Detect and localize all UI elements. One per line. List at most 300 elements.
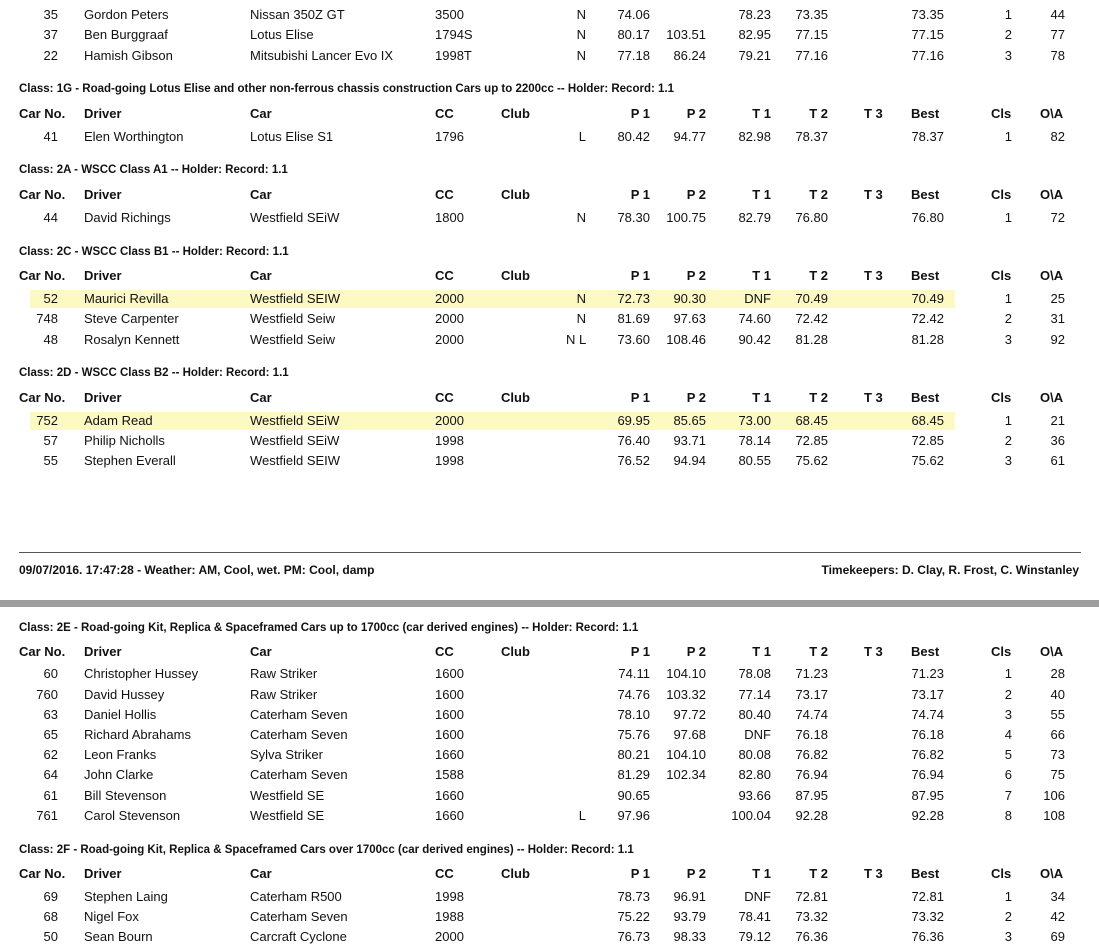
cell-cc: 1600 bbox=[435, 687, 464, 702]
header-t2: T 2 bbox=[809, 866, 828, 881]
cell-driver: Rosalyn Kennett bbox=[84, 332, 180, 347]
cell-best: 72.85 bbox=[911, 433, 944, 448]
header-car: Car bbox=[250, 390, 272, 405]
table-row bbox=[0, 127, 1099, 147]
cell-oa: 72 bbox=[1050, 210, 1065, 225]
header-p2: P 2 bbox=[686, 866, 706, 881]
cell-no: 52 bbox=[43, 291, 58, 306]
table-row bbox=[0, 5, 1099, 25]
cell-p2: 104.10 bbox=[666, 747, 706, 762]
cell-cc: 2000 bbox=[435, 929, 464, 944]
header-driver: Driver bbox=[84, 866, 122, 881]
cell-club: N bbox=[576, 311, 586, 326]
cell-t2: 92.28 bbox=[795, 808, 828, 823]
cell-p1: 78.30 bbox=[617, 210, 650, 225]
table-row bbox=[0, 927, 1099, 947]
class-title: Class: 2A - WSCC Class A1 -- Holder: Record: 1.1 bbox=[19, 164, 288, 176]
header-club: Club bbox=[501, 187, 530, 202]
cell-p2: 93.71 bbox=[673, 433, 706, 448]
cell-oa: 36 bbox=[1050, 433, 1065, 448]
cell-t1: 77.14 bbox=[738, 687, 771, 702]
cell-cc: 1998T bbox=[435, 48, 472, 63]
header-t2: T 2 bbox=[809, 187, 828, 202]
cell-car: Caterham R500 bbox=[250, 889, 342, 904]
cell-best: 72.42 bbox=[911, 311, 944, 326]
cell-best: 77.15 bbox=[911, 27, 944, 42]
cell-oa: 34 bbox=[1050, 889, 1065, 904]
table-row bbox=[0, 411, 1099, 431]
header-cls: Cls bbox=[991, 866, 1012, 881]
cell-oa: 61 bbox=[1050, 453, 1065, 468]
cell-p1: 97.96 bbox=[617, 808, 650, 823]
cell-t2: 72.81 bbox=[795, 889, 828, 904]
cell-oa: 92 bbox=[1050, 332, 1065, 347]
class-title: Class: 2C - WSCC Class B1 -- Holder: Record: 1.1 bbox=[19, 246, 289, 258]
header-club: Club bbox=[501, 866, 530, 881]
cell-best: 76.80 bbox=[911, 210, 944, 225]
cell-cc: 1588 bbox=[435, 767, 464, 782]
cell-t2: 87.95 bbox=[795, 788, 828, 803]
cell-oa: 28 bbox=[1050, 666, 1065, 681]
cell-oa: 40 bbox=[1050, 687, 1065, 702]
cell-driver: Hamish Gibson bbox=[84, 48, 173, 63]
cell-p2: 94.94 bbox=[673, 453, 706, 468]
header-p1: P 1 bbox=[630, 390, 650, 405]
cell-no: 69 bbox=[43, 889, 58, 904]
cell-driver: Bill Stevenson bbox=[84, 788, 167, 803]
cell-p2: 104.10 bbox=[666, 666, 706, 681]
cell-car: Sylva Striker bbox=[250, 747, 323, 762]
cell-t1: 82.95 bbox=[738, 27, 771, 42]
header-no: Car No. bbox=[19, 644, 66, 659]
column-header-row bbox=[0, 104, 1099, 124]
table-row bbox=[0, 786, 1099, 806]
cell-t2: 81.28 bbox=[795, 332, 828, 347]
header-cc: CC bbox=[435, 187, 454, 202]
cell-cc: 2000 bbox=[435, 311, 464, 326]
header-t3: T 3 bbox=[864, 187, 883, 202]
table-row bbox=[0, 309, 1099, 329]
table-row bbox=[0, 907, 1099, 927]
cell-cc: 2000 bbox=[435, 332, 464, 347]
cell-p1: 90.65 bbox=[617, 788, 650, 803]
cell-p1: 80.17 bbox=[617, 27, 650, 42]
cell-t1: 78.41 bbox=[738, 909, 771, 924]
cell-oa: 82 bbox=[1050, 129, 1065, 144]
cell-driver: Philip Nicholls bbox=[84, 433, 165, 448]
cell-cls: 8 bbox=[1004, 808, 1012, 823]
cell-oa: 106 bbox=[1043, 788, 1065, 803]
cell-cls: 1 bbox=[1004, 210, 1012, 225]
cell-oa: 31 bbox=[1050, 311, 1065, 326]
cell-club: N bbox=[576, 7, 586, 22]
cell-club: L bbox=[578, 808, 586, 823]
footer-rule bbox=[19, 552, 1081, 553]
cell-t1: 79.12 bbox=[738, 929, 771, 944]
cell-t1: 80.55 bbox=[738, 453, 771, 468]
header-p2: P 2 bbox=[686, 390, 706, 405]
cell-p1: 80.21 bbox=[617, 747, 650, 762]
cell-car: Nissan 350Z GT bbox=[250, 7, 345, 22]
header-cc: CC bbox=[435, 390, 454, 405]
cell-car: Westfield SE bbox=[250, 808, 325, 823]
header-no: Car No. bbox=[19, 390, 66, 405]
cell-oa: 21 bbox=[1050, 413, 1065, 428]
cell-driver: Carol Stevenson bbox=[84, 808, 181, 823]
cell-no: 62 bbox=[43, 747, 58, 762]
cell-no: 65 bbox=[43, 727, 58, 742]
cell-p1: 81.29 bbox=[617, 767, 650, 782]
cell-driver: Christopher Hussey bbox=[84, 666, 199, 681]
cell-car: Westfield SEiW bbox=[250, 210, 340, 225]
cell-p1: 74.06 bbox=[617, 7, 650, 22]
cell-best: 73.32 bbox=[911, 909, 944, 924]
cell-no: 748 bbox=[36, 311, 58, 326]
cell-car: Westfield Seiw bbox=[250, 311, 336, 326]
cell-club: N L bbox=[566, 332, 587, 347]
header-t3: T 3 bbox=[864, 106, 883, 121]
header-best: Best bbox=[911, 106, 940, 121]
cell-oa: 42 bbox=[1050, 909, 1065, 924]
cell-driver: Ben Burggraaf bbox=[84, 27, 168, 42]
cell-driver: Richard Abrahams bbox=[84, 727, 191, 742]
header-t2: T 2 bbox=[809, 268, 828, 283]
header-club: Club bbox=[501, 390, 530, 405]
cell-t2: 75.62 bbox=[795, 453, 828, 468]
cell-no: 50 bbox=[43, 929, 58, 944]
cell-no: 57 bbox=[43, 433, 58, 448]
cell-best: 81.28 bbox=[911, 332, 944, 347]
cell-p1: 81.69 bbox=[617, 311, 650, 326]
cell-cls: 7 bbox=[1004, 788, 1012, 803]
cell-t1: 80.40 bbox=[738, 707, 771, 722]
column-header-row bbox=[0, 388, 1099, 408]
cell-p1: 73.60 bbox=[617, 332, 650, 347]
cell-car: Westfield SEIW bbox=[250, 291, 341, 306]
cell-driver: Stephen Laing bbox=[84, 889, 168, 904]
table-row bbox=[0, 664, 1099, 684]
cell-p2: 96.91 bbox=[673, 889, 706, 904]
page-separator bbox=[0, 600, 1099, 607]
cell-oa: 78 bbox=[1050, 48, 1065, 63]
cell-car: Raw Striker bbox=[250, 666, 318, 681]
cell-car: Raw Striker bbox=[250, 687, 318, 702]
cell-best: 76.18 bbox=[911, 727, 944, 742]
footer-timekeepers: Timekeepers: D. Clay, R. Frost, C. Winstanley bbox=[821, 563, 1079, 577]
table-row bbox=[0, 685, 1099, 705]
cell-t1: 74.60 bbox=[738, 311, 771, 326]
table-row bbox=[0, 25, 1099, 45]
cell-t2: 76.36 bbox=[795, 929, 828, 944]
header-cls: Cls bbox=[991, 106, 1012, 121]
cell-best: 76.82 bbox=[911, 747, 944, 762]
header-best: Best bbox=[911, 866, 940, 881]
footer-timestamp-weather: 09/07/2016. 17:47:28 - Weather: AM, Cool, wet. PM: Cool, damp bbox=[19, 563, 375, 577]
header-t1: T 1 bbox=[752, 106, 771, 121]
cell-cls: 2 bbox=[1004, 433, 1012, 448]
cell-t1: DNF bbox=[744, 727, 771, 742]
header-t1: T 1 bbox=[752, 187, 771, 202]
column-header-row bbox=[0, 642, 1099, 662]
cell-cls: 2 bbox=[1004, 311, 1012, 326]
cell-car: Westfield SEiW bbox=[250, 413, 340, 428]
class-title: Class: 2D - WSCC Class B2 -- Holder: Record: 1.1 bbox=[19, 367, 289, 379]
header-oa: O\A bbox=[1040, 268, 1064, 283]
cell-t2: 68.45 bbox=[795, 413, 828, 428]
header-car: Car bbox=[250, 644, 272, 659]
cell-no: 55 bbox=[43, 453, 58, 468]
table-row bbox=[0, 887, 1099, 907]
cell-t1: 82.80 bbox=[738, 767, 771, 782]
cell-club: N bbox=[576, 27, 586, 42]
cell-driver: Daniel Hollis bbox=[84, 707, 157, 722]
cell-p1: 75.22 bbox=[617, 909, 650, 924]
header-driver: Driver bbox=[84, 390, 122, 405]
cell-no: 44 bbox=[43, 210, 58, 225]
cell-cls: 3 bbox=[1004, 332, 1012, 347]
cell-driver: Elen Worthington bbox=[84, 129, 184, 144]
cell-cls: 1 bbox=[1004, 413, 1012, 428]
cell-t1: 79.21 bbox=[738, 48, 771, 63]
cell-best: 74.74 bbox=[911, 707, 944, 722]
cell-car: Mitsubishi Lancer Evo IX bbox=[250, 48, 394, 63]
header-cls: Cls bbox=[991, 390, 1012, 405]
cell-no: 37 bbox=[43, 27, 58, 42]
cell-no: 22 bbox=[43, 48, 58, 63]
cell-t2: 78.37 bbox=[795, 129, 828, 144]
header-cc: CC bbox=[435, 106, 454, 121]
cell-cls: 1 bbox=[1004, 7, 1012, 22]
table-row bbox=[0, 451, 1099, 471]
cell-p2: 85.65 bbox=[673, 413, 706, 428]
header-t3: T 3 bbox=[864, 268, 883, 283]
cell-cc: 2000 bbox=[435, 291, 464, 306]
header-club: Club bbox=[501, 644, 530, 659]
cell-cc: 1600 bbox=[435, 666, 464, 681]
cell-cls: 4 bbox=[1004, 727, 1012, 742]
cell-p2: 108.46 bbox=[666, 332, 706, 347]
cell-oa: 77 bbox=[1050, 27, 1065, 42]
cell-cls: 3 bbox=[1004, 48, 1012, 63]
header-t2: T 2 bbox=[809, 644, 828, 659]
header-t3: T 3 bbox=[864, 644, 883, 659]
cell-oa: 44 bbox=[1050, 7, 1065, 22]
cell-no: 68 bbox=[43, 909, 58, 924]
cell-car: Westfield SEIW bbox=[250, 453, 341, 468]
cell-best: 71.23 bbox=[911, 666, 944, 681]
cell-car: Westfield SEiW bbox=[250, 433, 340, 448]
cell-t2: 73.32 bbox=[795, 909, 828, 924]
cell-best: 73.35 bbox=[911, 7, 944, 22]
cell-cls: 1 bbox=[1004, 291, 1012, 306]
header-p1: P 1 bbox=[630, 866, 650, 881]
header-cls: Cls bbox=[991, 644, 1012, 659]
cell-driver: David Richings bbox=[84, 210, 171, 225]
cell-best: 92.28 bbox=[911, 808, 944, 823]
header-t3: T 3 bbox=[864, 390, 883, 405]
cell-cc: 1800 bbox=[435, 210, 464, 225]
cell-oa: 55 bbox=[1050, 707, 1065, 722]
header-cc: CC bbox=[435, 644, 454, 659]
header-p1: P 1 bbox=[630, 187, 650, 202]
cell-cc: 1796 bbox=[435, 129, 464, 144]
table-row bbox=[0, 431, 1099, 451]
cell-cc: 1660 bbox=[435, 808, 464, 823]
cell-p1: 80.42 bbox=[617, 129, 650, 144]
header-oa: O\A bbox=[1040, 644, 1064, 659]
header-oa: O\A bbox=[1040, 390, 1064, 405]
header-cc: CC bbox=[435, 866, 454, 881]
header-p2: P 2 bbox=[686, 268, 706, 283]
cell-cls: 3 bbox=[1004, 929, 1012, 944]
cell-p1: 72.73 bbox=[617, 291, 650, 306]
cell-driver: Sean Bourn bbox=[84, 929, 153, 944]
cell-cc: 1998 bbox=[435, 453, 464, 468]
cell-car: Caterham Seven bbox=[250, 767, 348, 782]
cell-cls: 1 bbox=[1004, 889, 1012, 904]
cell-oa: 108 bbox=[1043, 808, 1065, 823]
cell-p2: 100.75 bbox=[666, 210, 706, 225]
cell-t1: DNF bbox=[744, 889, 771, 904]
cell-car: Westfield SE bbox=[250, 788, 325, 803]
cell-cc: 1794S bbox=[435, 27, 473, 42]
header-best: Best bbox=[911, 268, 940, 283]
column-header-row bbox=[0, 266, 1099, 286]
cell-p2: 103.51 bbox=[666, 27, 706, 42]
cell-t2: 76.18 bbox=[795, 727, 828, 742]
cell-best: 70.49 bbox=[911, 291, 944, 306]
cell-t1: 100.04 bbox=[731, 808, 771, 823]
header-p2: P 2 bbox=[686, 644, 706, 659]
header-car: Car bbox=[250, 866, 272, 881]
cell-cc: 2000 bbox=[435, 413, 464, 428]
cell-no: 64 bbox=[43, 767, 58, 782]
cell-club: N bbox=[576, 48, 586, 63]
header-t1: T 1 bbox=[752, 866, 771, 881]
table-row bbox=[0, 745, 1099, 765]
cell-t2: 77.16 bbox=[795, 48, 828, 63]
cell-oa: 69 bbox=[1050, 929, 1065, 944]
cell-cls: 2 bbox=[1004, 687, 1012, 702]
header-oa: O\A bbox=[1040, 187, 1064, 202]
cell-cls: 2 bbox=[1004, 27, 1012, 42]
cell-p2: 102.34 bbox=[666, 767, 706, 782]
cell-car: Westfield Seiw bbox=[250, 332, 336, 347]
cell-p2: 97.72 bbox=[673, 707, 706, 722]
header-t3: T 3 bbox=[864, 866, 883, 881]
table-row bbox=[0, 330, 1099, 350]
cell-car: Lotus Elise bbox=[250, 27, 314, 42]
cell-no: 48 bbox=[43, 332, 58, 347]
table-row bbox=[0, 208, 1099, 228]
cell-p1: 75.76 bbox=[617, 727, 650, 742]
header-p1: P 1 bbox=[630, 268, 650, 283]
header-driver: Driver bbox=[84, 106, 122, 121]
cell-t2: 72.85 bbox=[795, 433, 828, 448]
cell-cc: 1988 bbox=[435, 909, 464, 924]
header-no: Car No. bbox=[19, 106, 66, 121]
cell-no: 760 bbox=[36, 687, 58, 702]
cell-driver: Maurici Revilla bbox=[84, 291, 169, 306]
header-t1: T 1 bbox=[752, 390, 771, 405]
cell-cls: 3 bbox=[1004, 707, 1012, 722]
header-p2: P 2 bbox=[686, 187, 706, 202]
cell-p2: 93.79 bbox=[673, 909, 706, 924]
cell-no: 35 bbox=[43, 7, 58, 22]
cell-driver: Nigel Fox bbox=[84, 909, 139, 924]
cell-driver: David Hussey bbox=[84, 687, 165, 702]
cell-p1: 69.95 bbox=[617, 413, 650, 428]
cell-t2: 71.23 bbox=[795, 666, 828, 681]
header-no: Car No. bbox=[19, 187, 66, 202]
cell-p2: 98.33 bbox=[673, 929, 706, 944]
header-t2: T 2 bbox=[809, 106, 828, 121]
cell-no: 41 bbox=[43, 129, 58, 144]
cell-cc: 1998 bbox=[435, 433, 464, 448]
cell-cls: 1 bbox=[1004, 666, 1012, 681]
cell-t1: 73.00 bbox=[738, 413, 771, 428]
table-row bbox=[0, 806, 1099, 826]
cell-cls: 1 bbox=[1004, 129, 1012, 144]
cell-t1: 78.23 bbox=[738, 7, 771, 22]
cell-cc: 1660 bbox=[435, 788, 464, 803]
cell-cc: 1600 bbox=[435, 707, 464, 722]
cell-t2: 73.17 bbox=[795, 687, 828, 702]
table-row bbox=[0, 46, 1099, 66]
cell-p1: 78.10 bbox=[617, 707, 650, 722]
cell-cls: 5 bbox=[1004, 747, 1012, 762]
header-oa: O\A bbox=[1040, 106, 1064, 121]
cell-p1: 74.11 bbox=[618, 666, 650, 681]
cell-p1: 76.52 bbox=[617, 453, 650, 468]
cell-best: 87.95 bbox=[911, 788, 944, 803]
table-row bbox=[0, 725, 1099, 745]
header-no: Car No. bbox=[19, 866, 66, 881]
header-p1: P 1 bbox=[630, 106, 650, 121]
header-club: Club bbox=[501, 268, 530, 283]
cell-p1: 76.73 bbox=[617, 929, 650, 944]
class-title: Class: 2E - Road-going Kit, Replica & Spaceframed Cars up to 1700cc (car derived engines) -- Holder: Record: 1.1 bbox=[19, 622, 639, 634]
cell-oa: 25 bbox=[1050, 291, 1065, 306]
cell-cc: 1998 bbox=[435, 889, 464, 904]
cell-t2: 72.42 bbox=[795, 311, 828, 326]
cell-p2: 97.68 bbox=[673, 727, 706, 742]
cell-p2: 86.24 bbox=[673, 48, 706, 63]
cell-cc: 1660 bbox=[435, 747, 464, 762]
cell-t1: 78.08 bbox=[738, 666, 771, 681]
cell-p2: 103.32 bbox=[666, 687, 706, 702]
cell-car: Caterham Seven bbox=[250, 707, 348, 722]
cell-best: 73.17 bbox=[911, 687, 944, 702]
cell-no: 60 bbox=[43, 666, 58, 681]
cell-club: L bbox=[578, 129, 586, 144]
cell-t2: 76.94 bbox=[795, 767, 828, 782]
header-car: Car bbox=[250, 268, 272, 283]
cell-best: 68.45 bbox=[911, 413, 944, 428]
cell-no: 61 bbox=[43, 788, 58, 803]
header-cls: Cls bbox=[991, 187, 1012, 202]
header-club: Club bbox=[501, 106, 530, 121]
cell-club: N bbox=[576, 210, 586, 225]
cell-no: 761 bbox=[36, 808, 58, 823]
header-best: Best bbox=[911, 390, 940, 405]
cell-best: 77.16 bbox=[911, 48, 944, 63]
cell-t1: DNF bbox=[744, 291, 771, 306]
cell-t1: 93.66 bbox=[738, 788, 771, 803]
header-driver: Driver bbox=[84, 268, 122, 283]
cell-p2: 90.30 bbox=[673, 291, 706, 306]
header-best: Best bbox=[911, 644, 940, 659]
